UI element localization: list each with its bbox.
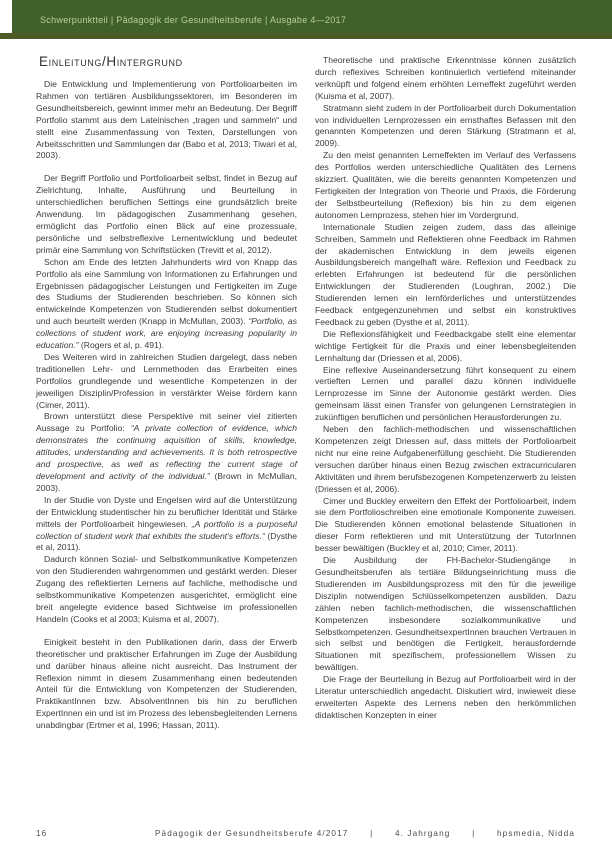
paragraph [36,352,297,412]
section-heading: Einleitung/Hintergrund [39,54,183,69]
paragraph [36,411,297,494]
paragraph [315,424,576,495]
page-number: 16 [36,829,48,838]
body-text: Stratmann sieht zudem in der Portfolioarbeit durch Dokumentation von individuellen Lernprozessen ein ernsthaftes Befassen mit den genannten Kompetenzen und deren Stärkung (Stratmann et al, 2009). [315,102,576,149]
body-text: Die Ausbildung der FH-Bachelor-Studiengänge in Gesundheitsberufen als tertiäre Bildungseinrichtung muss die Studierenden im Ausbildungsprozess mit den für die jeweilige Disziplin notwendigen Schlüsselkompetenzen ausbilden. Dazu zählen neben fachlich-methodischen, die wissenschaftlichen Kompetenzen insbesondere sozialkommunikative und Selbstkompetenzen. GesundheitsexpertInnen brauchen Vertrauen in sich selbst und benötigen die Fertigkeit, herausfordernde Situationen mit spezifischem, professionellem Wissen zu bewältigen. [315,555,576,673]
body-text: Neben den fachlich-methodischen und wissenschaftlichen Kompetenzen zeigt Driessen auf, dass mittels der Portfolioarbeit nicht nur eine reine Aufgabenerfüllung geschieht. Die Studierenden versuchen darüber hinaus einen Bezug zwischen extracurricularen Aktivitäten und ihrem berufsbezogenen Kompetenzerwerb zu leisten (Driessen et al, 2006). [315,424,576,494]
body-text: (Rogers et al, p. 491). [78,340,165,351]
page-footer [36,829,575,838]
footer-volume: 4. Jahrgang [395,829,451,838]
body-text: Die Frage der Beurteilung in Bezug auf Portfolioarbeit wird in der Literatur unterschiedlich angedacht. Diskutiert wird, inwieweit diese erweiterten Aspekte des Lernens neben den herkömmlichen didaktischen Konzepten in einer [315,674,576,720]
article-column-left [36,55,297,732]
paragraph [315,365,576,425]
paragraph [315,496,576,556]
paragraph [315,55,576,103]
paragraph [315,329,576,365]
paragraph [315,103,576,151]
quote-text: „A portfolio is a purposeful collection of student work that exhibits the student's efforts.“ [36,518,297,541]
paragraph [36,495,297,555]
paragraph [315,222,576,329]
body-text: Dadurch können Sozial- und Selbstkommunikative Kompetenzen von den Studierenden wahrgenommen und gestärkt werden. Dieser Zugang des reflektierten Lernens auf fachliche, methodische und selbstkommunikative Kompetenzen ausgerichtet, ermöglicht eine breit angelegte evidence based Sichtweise im professionellen Handeln (Cooks et al 2003; Kuisma et al, 2007). [36,554,297,624]
header-bar-text: Schwerpunktteil | Pädagogik der Gesundheitsberufe | Ausgabe 4—2017 [40,14,347,25]
paragraph [36,173,297,256]
column-right [315,55,576,722]
footer-separator: | [370,829,374,838]
quote-text: “Portfolio, as collections of student work, are enjoying increasing popularity in education.” [36,316,297,351]
paragraph [315,150,576,221]
body-text: Theoretische und praktische Erkenntnisse können zusätzlich durch reflexives Schreiben kontinuierlich vertiefend miteinander verknüpft und folgend einem erhöhten Lerneffekt zugeführt werden (Kuisma et al, 2007). [315,55,576,101]
body-text: (Dysthe et al, 2011). [36,530,298,553]
paragraph [36,554,297,625]
header-accent-band [0,33,612,39]
column-left [36,79,297,732]
quote-text: “A private collection of evidence, which demonstrates the continuing aquisition of skills, knowledge, attitudes, understanding and achievements. It is both retrospective and prospective, as well as reflecting the current stage of development and activity of the individual.” [36,423,297,481]
body-text: In der Studie von Dyste und Engelsen wird auf die Unterstützung der Entwicklung studentischer hin zu beruflicher Identität und Stärke mittels der Portfolioarbeit hingewiesen. [36,494,297,529]
article-column-right [315,55,576,722]
paragraph [36,79,297,162]
body-text: Zu den meist genannten Lerneffekten im Verlauf des Verfassens des Portfolios werden unterschiedliche Qualitäten des Lernens skizziert. Qualitäten, wie die bereits genannten Kompetenzen und Fertigkeiten der Integration von Theorie und Praxis, die Förderung der Selbstbeurteilung (Reflexion) bis hin zu dem eigenen autonomen Lernprozess, stehen hier im Vordergrund. [315,150,576,220]
paragraph [315,674,576,722]
body-text: Die Reflexionsfähigkeit und Feedbackgabe stellt eine elementar wichtige Fertigkeit für die Praxis und einer lebensbegleitenden Lernhaltung dar (Driessen et al, 2006). [315,328,576,363]
footer-separator: | [472,829,476,838]
paragraph [315,555,576,674]
paragraph [36,637,297,732]
body-text: Der Begriff Portfolio und Portfolioarbeit selbst, findet in Bezug auf Zielrichtung, Inhalte, Ausführung und Beurteilung in unterschiedlichen beruflichen Settings eine grundsätzlich breite Anwendung. Im pädagogischen Zusammenhang gesehen, ermöglicht das Portfolio einen Blick auf eine prozessuale, persönliche und selbstreflexive Lernentwicklung und bedeutet primär eine Sammlung von Schriftstücken (Trevitt et al, 2012). [36,173,297,255]
body-text: Des Weiteren wird in zahlreichen Studien dargelegt, dass neben traditionellen Lehr- und Lernmethoden das Erarbeiten eines Portfolios grundlegende und wesentliche Kompetenzen in der jeweiligen Disziplin/Profession in verstärkter Weise fördern kann (Cimer, 2011). [36,351,297,410]
paragraph [36,257,297,352]
body-text: Schon am Ende des letzten Jahrhunderts wird von Knapp das Portfolio als eine Sammlung von Informationen zu Erfahrungen und Ergebnissen pädagogischer Leistungen und Fertigkeiten im Zuge des Studiums der Studierenden beschrieben. So können sich entwickelnde Kompetenzen von Studierenden selbst dokumentiert und auch beurteilt werden (Knapp in McMullan, 2003). [36,256,297,327]
header-bar [12,0,612,33]
body-text: Die Entwicklung und Implementierung von Portfolioarbeiten im Rahmen von tertiären Ausbildungssektoren, im Besonderen im Gesundheitsbereich, gewinnt immer mehr an Bedeutung. Der Begriff Portfolio stammt aus dem Lateinischen „tragen und sammeln“ und stellt eine Zusammenfassung von Texten, Darstellungen von Arbeitsschritten und Sammlungen dar (Babo et al, 2013; Tiwari et al, 2003). [36,79,297,161]
body-text: Einigkeit besteht in den Publikationen darin, dass der Erwerb theoretischer und praktischer Erfahrungen im Zuge der Ausbildung und darüber hinaus alleine nicht ausreicht. Das Instrument der Reflexion nimmt in diesem Zusammenhang einen bedeutenden Anteil für die Entwicklung von Kompetenzen der Studierenden, PraktikantInnen bzw. AbsolventInnen bis hin zu beruflichen ExpertInnen ein und ist im Prozess des lebensbegleitenden Lernens unabdingbar (Ertmer et al, 1996; Hassan, 2011). [36,636,297,731]
body-text: Internationale Studien zeigen zudem, dass das alleinige Schreiben, Sammeln und Reflektieren ohne Feedback im Rahmen der akademischen Entwicklung in dem jeweils eigenen Ausbildungsbereich mangelhaft wäre. Reflexion und Feedback zu erlebten Erfahrungen ist bedeutend für die persönlichen Entwicklungen der Studierenden (Loughran, 2002.) Die Studierenden lernen ein lernförderliches und unterstützendes Feedback entgegenzunehmen und selbst ein konstruktives Feedback zu geben (Dysthe et al, 2011). [315,221,576,327]
body-text: Cimer und Buckley erweitern den Effekt der Portfolioarbeit, indem sie dem Portfolioschreiben eine emotionale Komponente zuweisen. Die Studierenden können emotional belastende Situationen in dieser Form reflektieren und mit Unterstützung der TutorInnen besser bewältigen (Buckley et al, 2010; Cimer, 2011). [315,495,576,554]
body-text: Brown unterstützt diese Perspektive mit seiner viel zitierten Aussage zu Portfolio: [36,411,297,434]
footer-publisher: hpsmedia, Nidda [497,829,575,838]
body-text: (Brown in McMullan, 2003). [36,471,297,493]
body-text: Eine reflexive Auseinandersetzung führt konsequent zu einem vertieften Lernen und parallel dazu können individuelle Lernprozesse im Sinne der Autonomie gestärkt werden. Dies gemeinsam lässt einen Transfer von gelungenen Lernstrategien in zukünftigen beruflichen und persönlichen Herausforderungen zu. [315,364,576,423]
footer-journal-info [155,829,575,838]
footer-journal-title: Pädagogik der Gesundheitsberufe 4/2017 [155,829,349,838]
